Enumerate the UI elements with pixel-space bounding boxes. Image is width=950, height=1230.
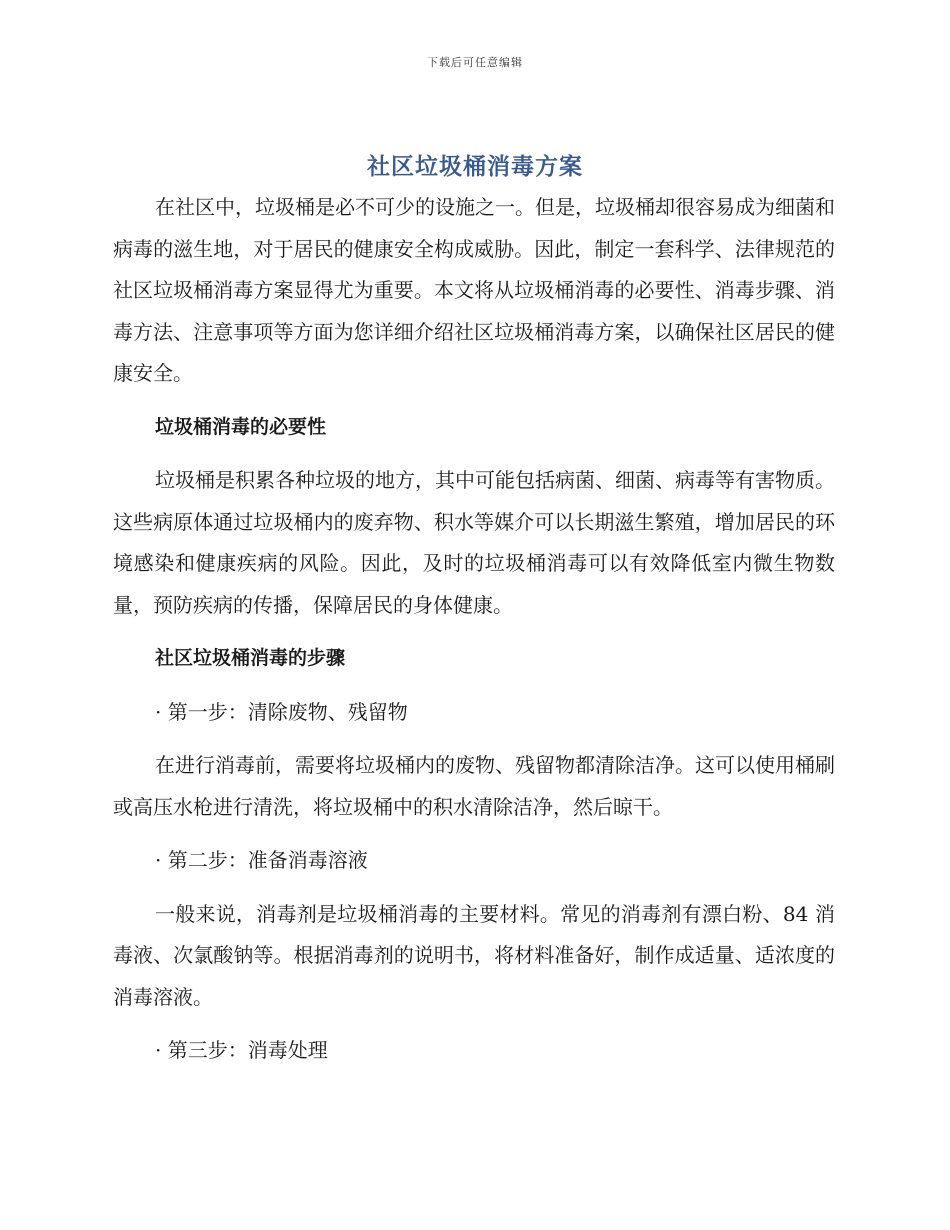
header-note: 下载后可任意编辑 bbox=[427, 56, 523, 69]
step-2-paragraph: 一般来说，消毒剂是垃圾桶消毒的主要材料。常见的消毒剂有漂白粉、84 消毒液、次氯酸钠等。根据消毒剂的说明书，将材料准备好，制作成适量、适浓度的消毒溶液。 bbox=[113, 901, 835, 1009]
step-2-label: · 第二步：准备消毒溶液 bbox=[155, 848, 368, 872]
document-title: 社区垃圾桶消毒方案 bbox=[367, 154, 583, 180]
step-3-label: · 第三步：消毒处理 bbox=[155, 1038, 328, 1062]
step-1-label: · 第一步：清除废物、残留物 bbox=[155, 699, 408, 724]
intro-paragraph: 在社区中，垃圾桶是必不可少的设施之一。但是，垃圾桶却很容易成为细菌和病毒的滋生地，对于居民的健康安全构成威胁。因此，制定一套科学、法律规范的社区垃圾桶消毒方案显得尤为重要。本文将从垃圾桶消毒的必要性、消毒步骤、消毒方法、注意事项等方面为您详细介绍社区垃圾桶消毒方案，以确保社区居民的健康安全。 bbox=[113, 195, 835, 385]
necessity-paragraph: 垃圾桶是积累各种垃圾的地方，其中可能包括病菌、细菌、病毒等有害物质。这些病原体通过垃圾桶内的废弃物、积水等媒介可以长期滋生繁殖，增加居民的环境感染和健康疾病的风险。因此，及时的垃圾桶消毒可以有效降低室内微生物数量，预防疾病的传播，保障居民的身体健康。 bbox=[113, 468, 835, 617]
section-heading-necessity: 垃圾桶消毒的必要性 bbox=[155, 415, 327, 438]
section-heading-steps: 社区垃圾桶消毒的步骤 bbox=[155, 647, 346, 669]
step-1-paragraph: 在进行消毒前，需要将垃圾桶内的废物、残留物都清除洁净。这可以使用桶刷或高压水枪进行清洗，将垃圾桶中的积水清除洁净，然后晾干。 bbox=[113, 753, 835, 819]
document-body bbox=[113, 187, 835, 1084]
